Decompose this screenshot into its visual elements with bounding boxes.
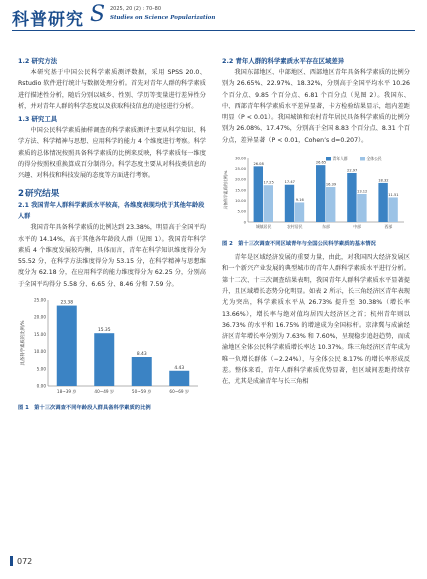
- data-label: 17.25: [263, 180, 274, 185]
- figure-1: [18, 294, 206, 412]
- x-tick-label: 40~49 岁: [94, 389, 115, 395]
- journal-header: [0, 0, 427, 46]
- left-column: [18, 56, 206, 412]
- y-tick-label: 15.00: [235, 187, 246, 193]
- y-tick-label: 25.00: [235, 166, 246, 172]
- figure-2: [222, 150, 410, 248]
- y-tick-label: 20.00: [34, 314, 46, 320]
- bar: [357, 194, 366, 222]
- y-axis-label: 具备科学素质的比例/%: [21, 320, 26, 366]
- y-axis-label: 具备科学素质的比例/%: [223, 170, 228, 210]
- section-title: 研究结果: [24, 188, 60, 199]
- issue-info: 2025, 20 (2) : 70–80: [110, 6, 162, 12]
- section-heading-2-2: 2.2 青年人群的科学素质水平存在区域差异: [222, 57, 345, 65]
- section-heading-2: [18, 188, 206, 200]
- legend-label: 全体公民: [366, 156, 382, 162]
- bar: [264, 185, 273, 222]
- y-tick-label: 15.00: [34, 331, 46, 337]
- data-label: 23.38: [60, 300, 74, 306]
- section-heading-2-1: 2.1 我国青年人群科学素质水平较高，各维度表现均优于其他年龄段人群: [18, 201, 205, 220]
- data-label: 11.51: [388, 193, 399, 198]
- x-tick-label: 西部: [384, 224, 393, 230]
- x-tick-label: 农村居民: [287, 224, 303, 230]
- y-tick-label: 20.00: [235, 176, 246, 182]
- bar: [378, 183, 387, 222]
- y-tick-label: 10.00: [235, 198, 246, 204]
- bar: [347, 173, 356, 222]
- paragraph: 青年是区域经济发展的重要力量，由此，对我国四大经济发展区和一个新兴产业发展的典型城市的青年人群科学素质水平进行分析。第十二次、十三次调查结果表明，我国青年人群科学素质水平显著提升，且区域增长态势分化明显。如表 2 所示，长三角经济区青年表现尤为突出，科学素质水平从 26.73% 提升至 30.38%（增长率 13.66%），增长率与绝对值均居四大经济区之首；杭州青年则以 36.73% 的水平和 16.75% 的增速成为全国标杆。京津冀与成渝经济区青年增长率分别为 7.63% 和 7.60%，呈现稳步追赶趋势，而成渝地区全体公民科学素质增长率达 10.37%。珠三角经济区青年成为唯一负增长群体（−2.24%），与全体公民 8.17% 的增长率形成反差。整体来看，青年人群科学素质优势显著，但区域间差距持续存在，尤其是成渝青年与长三角相: [222, 254, 410, 386]
- data-label: 4.43: [174, 365, 185, 371]
- region-bar-chart: [222, 150, 410, 240]
- paragraph: 我国东部地区、中部地区、西部地区青年具备科学素质的比例分别为 26.65%、22.97%、18.32%，分别高于全国平均水平 10.26 个百分点、9.85 个百分点、6.81 个百分点（见图 2）。我国东、中、西部青年科学素质水平差异显著，卡方检验结果显示，组内差距明显（P < 0.01）。我国城镇和农村青年居民具备科学素质的比例分别为 26.08%、17.47%，分别高于全国 8.83 个百分点、8.31 个百分点，差异显著（P < 0.01，Cohen’s d=0.207）。: [222, 69, 410, 144]
- bar: [132, 357, 152, 386]
- age-group-bar-chart: [18, 294, 206, 404]
- data-label: 9.16: [295, 198, 304, 203]
- bar: [388, 198, 397, 223]
- page-number-bar: [10, 556, 13, 566]
- data-label: 15.35: [97, 328, 111, 334]
- y-tick-label: 10.00: [34, 349, 46, 355]
- paragraph: 本研究基于中国公民科学素质测评数据，采用 SPSS 20.0、Rstudio 软件进行统计与数据处理分析。首先对青年人群的科学素质进行描述性分析，随后分别以城乡、性别、学历等变量进行差异性分析，并对青年人群的科学态度以及获取科技信息的途径进行分析。: [18, 69, 206, 110]
- page-number: 072: [17, 556, 33, 566]
- data-label: 18.32: [378, 178, 389, 183]
- y-tick-label: 30.00: [235, 155, 246, 161]
- journal-title-en: Studies on Science Popularization: [110, 15, 216, 21]
- bar: [326, 187, 335, 222]
- x-tick-label: 18~39 岁: [56, 389, 77, 395]
- y-tick-label: 5.00: [237, 208, 246, 214]
- bar: [295, 203, 304, 223]
- header-rule: [12, 30, 415, 31]
- data-label: 17.47: [284, 180, 295, 185]
- y-tick-label: 0.00: [36, 383, 46, 389]
- paragraph: 我国青年具备科学素质的比例达到 23.38%，明显高于全国平均水平的 14.14%，高于其他各年龄段人群（见图 1）。我国青年科学素质 4 个维度发展较均衡，具体而言，青年在科学知识维度得分为 55.52 分，在科学方法维度得分为 53.15 分，在科学精神与思想维度分为 62.18 分，在应用科学的能力维度得分为 62.25 分，分别高于全国平均得分 5.58 分、6.65 分、8.46 分和 7.59 分。: [18, 224, 206, 288]
- x-tick-label: 城镇居民: [255, 224, 272, 230]
- bar: [254, 166, 263, 222]
- data-label: 8.43: [136, 352, 147, 358]
- right-column: [222, 56, 410, 388]
- legend-swatch: [360, 157, 365, 161]
- legend-label: 青年人群: [332, 156, 348, 162]
- journal-title-cn: 科普研究: [12, 10, 84, 30]
- section-heading-1-2: 1.2 研究方法: [18, 57, 58, 65]
- y-tick-label: 0: [243, 219, 246, 225]
- paragraph: 中国公民科学素质抽样调查的科学素质测评主要从科学知识、科学方法、科学精神与思想、应用科学的能力 4 个维度进行考察。科学素质的总体情况按照具备科学素质的比例来反映，科学素质每一维度的得分按照权重换算成百分制得分。科学态度主要从对科技类信息的兴趣、对科技和科技发展的态度等方面进行考察。: [18, 127, 206, 180]
- data-label: 26.08: [253, 161, 264, 166]
- bar: [57, 306, 77, 386]
- data-label: 13.12: [357, 189, 368, 194]
- figure-2-caption: 图 2 第十三次调查不同区域青年与全国公民科学素质的基本情况: [222, 241, 376, 248]
- data-label: 26.65: [315, 160, 327, 165]
- section-heading-1-3: 1.3 研究工具: [18, 115, 58, 124]
- data-label: 22.97: [347, 168, 358, 173]
- y-tick-label: 25.00: [34, 297, 46, 303]
- data-label: 16.39: [325, 182, 337, 187]
- legend-swatch: [326, 157, 331, 161]
- bar: [94, 333, 114, 386]
- bar: [316, 165, 325, 222]
- section-number: 2: [18, 188, 24, 199]
- x-tick-label: 中部: [353, 224, 362, 230]
- bar: [285, 185, 294, 222]
- x-tick-label: 60~69 岁: [169, 389, 190, 395]
- journal-logo-letter: S: [90, 2, 106, 27]
- bar: [169, 371, 189, 386]
- page-number-block: [10, 554, 40, 568]
- figure-1-caption: 图 1 第十三次调查不同年龄段人群具备科学素质的比例: [18, 405, 151, 412]
- y-tick-label: 5.00: [36, 366, 46, 372]
- x-tick-label: 50~59 岁: [131, 389, 152, 395]
- x-tick-label: 东部: [322, 224, 330, 230]
